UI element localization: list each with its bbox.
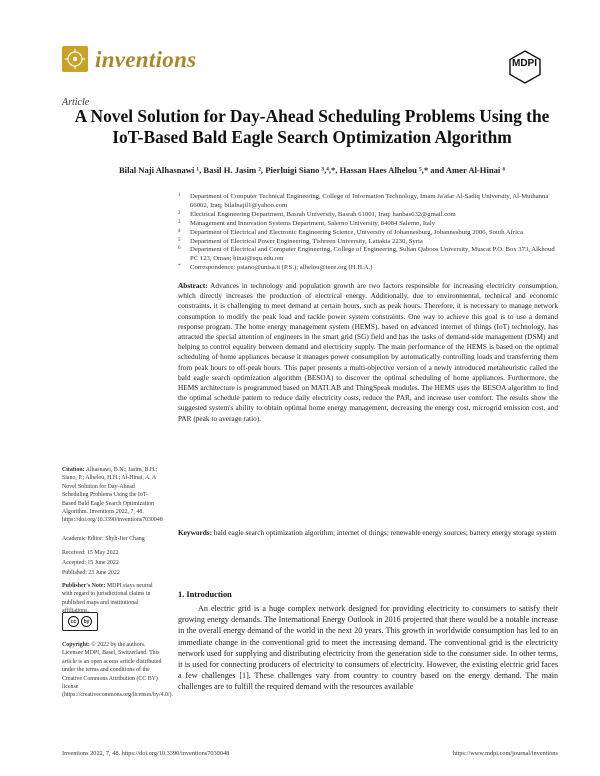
affiliation-item: 4 Department of Electrical and Electronic Engineering Science, University of Johannesburg, Johannesburg 2006, South Africa [178,228,523,236]
affiliation-item: 5 Department of Electrical Power Engineering, Tishreen University, Lattakia 2230, Syria [178,237,423,245]
academic-editor: Academic Editor: Shyh-Jier Chang [62,536,145,542]
keywords [178,528,558,538]
citation-block [62,466,162,525]
received-date: Received: 15 May 2022 [62,550,119,556]
keywords-text: bald eagle search optimization algorithm; internet of things; renewable energy sources; battery energy storage system [213,528,557,537]
publisher-note: Publisher's Note: MDPI stays neutral with regard to jurisdictional claims in published maps and institutional [62,583,153,606]
journal-logo-icon [62,46,88,72]
cc-by-license-badge[interactable] [62,612,98,631]
citation-text: Alhasnawi, B.N.; Jasim, B.H.; Siano, P.; Alhelou, H.H.; Al-Hinai, A. A Novel Solution for Day-Ahead Scheduling Problems Using the IoT-Based Bald Eagle Search Optimization Algorithm. Inventions 2022, 7, 48. https://doi.org/10.3390/inventions7030048 [62,467,163,524]
attribution-icon: by [81,616,92,627]
affiliations [178,193,558,273]
correspondence: * Correspondence: psiano@unisa.it (P.S.); alhelou@ieee.org (H.H.A.) [178,264,373,272]
copyright-notice: Copyright: © 2022 by the authors. Licensee MDPI, Basel, Switzerland. This article is an open access article distributed under the terms and conditions of the Creative Commons Attribution (CC BY) license (https://creativecommons.org/licenses/by/4.0/). [62,642,173,699]
abstract-text: Advances in technology and population growth are two factors responsible for increasing electricity consumption, which directly increases the production of electrical energy. Additionally, due to environmental, technical and economic constraints, it is challenging to meet demand at certain hours, such as peak hours. Therefore, it is necessary to manage network consumption to modify the peak load and tackle power system constraints. One way to achieve this goal is to use a demand response program. The home energy management system (HEMS), based on advanced internet of things (IoT) technology, has attracted the special attention of engineers in the smart grid (SG) field and has the tasks of demand-side management (DSM) and helping to control equality between demand and electricity supply. The main performance of the HEMS is based on the optimal scheduling of home appliances because it manages power consumption by automatically controlling loads and transferring them from peak hours to off-peak hours. This paper presents a multi-objective version of a newly introduced metaheuristic called the bald eagle search optimization algorithm (BESOA) to discover the optimal scheduling of home appliances. Furthermore, the HEMS architecture is programmed based on MATLAB and ThingSpeak modules. The HEMS uses the BESOA algorithm to find the optimal schedule pattern to reduce daily electricity costs, reduce the PAR, and increase user comfort. The results show the suggested system's ability to obtain optimal home energy management, decreasing the energy cost, microgrid emission cost, and PAR (peak to average ratio). [178,281,558,423]
footer-citation[interactable]: Inventions 2022, 7, 48. https://doi.org/10.3390/inventions7030048 [62,750,230,757]
affiliation-item: 3 Management and Innovation Systems Department, Salerno University, 84084 Salerno, Italy [178,219,436,227]
journal-logo [62,46,88,72]
abstract-label: Abstract: [178,281,208,290]
introduction-text: An electric grid is a huge complex network designed for providing electricity to consumers to satisfy their growing energy demands. The International Energy Outlook in 2016 projected that there would be a notable increase in the overall energy demand of the world in the next 20 years. This growth in worldwide consumption has led to an immediate change in the conventional grid to meet the increasing demand. The conventional grid is the electricity network used for supplying and distributing electricity from the generation side to the consumer side. In other terms, it is used for connecting producers of electricity to consumers of electricity. However, the existing electric grid faces a few challenges [1]. These challenges vary from country to country based on the energy demand. The main challenges are to fulfill the required demand with the resources available [178,604,558,692]
accepted-date: Accepted: 15 June 2022 [62,560,119,566]
author-list: Bilal Naji Alhasnawi ¹, Basil H. Jasim ², Pierluigi Siano ³,⁴,*, Hassan Haes Alhelou ⁵,* and Amer Al-Hinai ⁶ [118,165,506,175]
affiliation-item: 1 Department of Computer Technical Engineering, College of Information Technology, Imam Ja'afar Al-Sadiq University, Al-Muthanna 66002, Iraq; bilalnajil1@yahoo.com [178,193,549,209]
affiliation-item: 2 Electrical Engineering Department, Basrah University, Basrah 61001, Iraq; hanbas632@gmail.com [178,210,456,218]
citation-label: Citation: [62,467,85,473]
article-type: Article [62,97,90,108]
section-heading: 1. Introduction [178,590,232,599]
creative-commons-icon: cc [68,616,79,627]
paper-title: A Novel Solution for Day-Ahead Scheduling Problems Using the IoT-Based Bald Eagle Search Optimization Algorithm [74,106,550,147]
abstract [178,281,558,424]
published-date: Published: 23 June 2022 [62,570,120,576]
keywords-label: Keywords: [178,528,213,537]
journal-name: inventions [95,47,197,72]
publisher-name: MDPI [512,58,537,69]
footer-journal-link[interactable]: https://www.mdpi.com/journal/inventions [452,750,558,757]
affiliation-item: 6 Department of Electrical and Computer Engineering, College of Engineering, Sultan Qaboos University, Muscat P.O. Box 373, Alkhoud PC 123, Oman; hinai@squ.edu.om [178,246,555,263]
